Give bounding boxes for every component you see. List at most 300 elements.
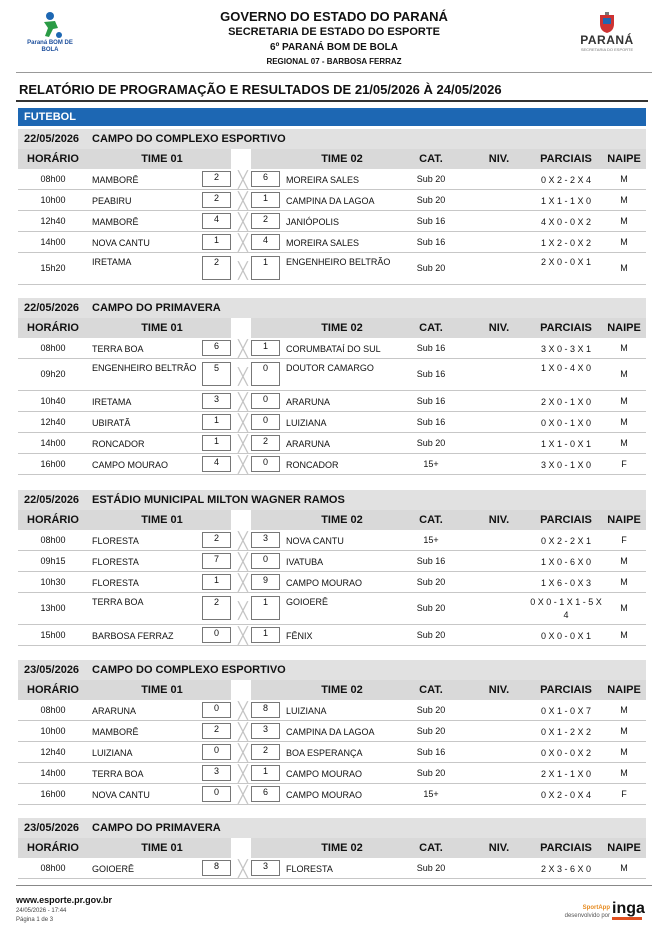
game-row: [18, 742, 646, 763]
game-row: [18, 530, 646, 551]
team-2-score: 3: [251, 532, 280, 548]
team-2-name: RONCADOR: [286, 460, 339, 470]
score-gap: [231, 149, 251, 169]
team-1-name: NOVA CANTU: [92, 790, 150, 800]
category: Sub 20: [416, 263, 446, 273]
team-2-name: MOREIRA SALES: [286, 175, 360, 185]
partial-scores: 4 X 0 - 0 X 2: [540, 217, 592, 227]
team-1-score: 4: [202, 213, 231, 229]
column-header-naipe: NAIPE: [607, 684, 641, 696]
column-header-parciais: PARCIAIS: [540, 322, 592, 334]
team-1-score: 2: [202, 192, 231, 208]
gender: M: [620, 195, 628, 205]
score-gap: [231, 680, 251, 700]
score-gap: [231, 838, 251, 858]
header-line-4: REGIONAL 07 - BARBOSA FERRAZ: [266, 57, 402, 66]
partial-scores: 2 X 1 - 1 X 0: [540, 769, 592, 779]
team-1-score: 2: [202, 723, 231, 739]
game-time: 08h00: [40, 535, 66, 545]
column-header-team2: TIME 02: [321, 842, 363, 854]
team-2-score: 6: [251, 171, 280, 187]
team-2-name: CAMPO MOURAO: [286, 769, 363, 779]
column-header-team2: TIME 02: [321, 153, 363, 165]
category: 15+: [423, 535, 439, 545]
category: Sub 20: [416, 438, 446, 448]
game-time: 14h00: [40, 768, 66, 778]
partial-scores: 3 X 0 - 1 X 0: [540, 460, 592, 470]
partial-scores: 1 X 1 - 0 X 1: [540, 439, 592, 449]
team-1-score: 0: [202, 744, 231, 760]
column-header-team2: TIME 02: [321, 514, 363, 526]
parana-bom-de-bola-logo: [22, 10, 78, 62]
versus-x: ╳: [238, 703, 248, 720]
game-time: 10h00: [40, 726, 66, 736]
right-logo-text: PARANÁ: [580, 33, 634, 47]
game-time: 16h00: [40, 789, 66, 799]
game-row: [18, 253, 646, 285]
team-1-score: 7: [202, 553, 231, 569]
team-2-name: CAMPINA DA LAGOA: [286, 196, 375, 206]
team-2-score: 3: [251, 860, 280, 876]
partial-scores: 0 X 1 - 2 X 2: [540, 727, 592, 737]
game-time: 14h00: [40, 237, 66, 247]
team-2-score: 2: [251, 213, 280, 229]
gender: M: [620, 237, 628, 247]
inga-logo-bar: [612, 917, 642, 920]
score-gap: [231, 318, 251, 338]
category: Sub 16: [416, 237, 446, 247]
venue-header: [18, 129, 646, 149]
versus-x: ╳: [238, 415, 248, 432]
team-1-score: 2: [202, 171, 231, 187]
team-2-name: MOREIRA SALES: [286, 238, 360, 248]
team-1-name: IRETAMA: [92, 257, 132, 267]
right-logo-subtext: SECRETARIA DO ESPORTE: [580, 47, 634, 52]
team-1-name: TERRA BOA: [92, 597, 144, 607]
header-line-1: GOVERNO DO ESTADO DO PARANÁ: [220, 9, 448, 24]
team-1-name: LUIZIANA: [92, 748, 133, 758]
column-header-naipe: NAIPE: [607, 322, 641, 334]
versus-x: ╳: [238, 341, 248, 358]
category: Sub 20: [416, 768, 446, 778]
partial-scores: 3 X 0 - 3 X 1: [540, 344, 592, 354]
team-2-name: CAMPO MOURAO: [286, 578, 363, 588]
team-1-score: 1: [202, 414, 231, 430]
column-header-niv: NIV.: [488, 322, 510, 334]
sport-bar: FUTEBOL: [18, 108, 646, 126]
venue-name: CAMPO DO COMPLEXO ESPORTIVO: [92, 133, 286, 145]
team-1-name: RONCADOR: [92, 439, 145, 449]
team-1-name: TERRA BOA: [92, 344, 144, 354]
gender: M: [620, 174, 628, 184]
team-2-score: 3: [251, 723, 280, 739]
gender: M: [620, 768, 628, 778]
partial-scores: 0 X 0 - 0 X 1: [540, 631, 592, 641]
partial-scores: 1 X 2 - 0 X 2: [540, 238, 592, 248]
column-header-team2: TIME 02: [321, 322, 363, 334]
category: Sub 20: [416, 603, 446, 613]
team-1-name: ARARUNA: [92, 706, 137, 716]
partial-scores: 2 X 0 - 0 X 1: [540, 257, 592, 267]
team-1-name: ENGENHEIRO BELTRÃO: [92, 363, 197, 373]
team-2-score: 0: [251, 553, 280, 569]
title-underline: [16, 100, 648, 102]
game-row: [18, 572, 646, 593]
column-header-cat: CAT.: [419, 514, 443, 526]
category: Sub 16: [416, 396, 446, 406]
venue-block: [18, 660, 646, 805]
category: Sub 16: [416, 747, 446, 757]
team-2-name: IVATUBA: [286, 557, 324, 567]
team-1-score: 1: [202, 234, 231, 250]
versus-x: ╳: [238, 533, 248, 550]
partial-scores: 0 X 0 - 1 X 0: [540, 418, 592, 428]
team-1-name: MAMBORÊ: [92, 175, 139, 185]
venue-block: [18, 298, 646, 475]
gender: M: [620, 577, 628, 587]
category: Sub 16: [416, 417, 446, 427]
game-row: [18, 190, 646, 211]
game-row: [18, 454, 646, 475]
game-row: [18, 412, 646, 433]
team-2-name: LUIZIANA: [286, 418, 327, 428]
game-row: [18, 232, 646, 253]
gender: M: [620, 343, 628, 353]
gender: M: [620, 556, 628, 566]
column-headers: [18, 680, 646, 700]
column-header-time: HORÁRIO: [27, 514, 79, 526]
partial-scores: 0 X 2 - 2 X 1: [540, 536, 592, 546]
game-row: [18, 625, 646, 646]
team-1-name: MAMBORÊ: [92, 217, 139, 227]
team-1-name: GOIOERÊ: [92, 864, 135, 874]
versus-x: ╳: [238, 172, 248, 189]
game-time: 16h00: [40, 459, 66, 469]
gender: M: [620, 263, 628, 273]
category: Sub 16: [416, 216, 446, 226]
game-time: 08h00: [40, 343, 66, 353]
partial-scores: 0 X 0 - 0 X 2: [540, 748, 592, 758]
parana-government-logo: [574, 12, 640, 62]
team-1-name: BARBOSA FERRAZ: [92, 631, 174, 641]
footer-page-number: Página 1 de 3: [16, 917, 54, 923]
team-1-score: 5: [202, 362, 231, 386]
team-2-name: JANIÓPOLIS: [286, 217, 340, 227]
team-1-score: 4: [202, 456, 231, 472]
column-header-team1: TIME 01: [141, 153, 183, 165]
score-gap: [231, 510, 251, 530]
venue-name: CAMPO DO PRIMAVERA: [92, 302, 221, 314]
team-1-score: 1: [202, 435, 231, 451]
versus-x: ╳: [238, 603, 248, 620]
partial-scores: 0 X 1 - 0 X 7: [540, 706, 592, 716]
team-2-name: FLORESTA: [286, 864, 333, 874]
venue-date: 22/05/2026: [24, 494, 80, 506]
gender: F: [621, 459, 627, 469]
column-header-team1: TIME 01: [141, 514, 183, 526]
column-header-team1: TIME 01: [141, 322, 183, 334]
column-header-naipe: NAIPE: [607, 514, 641, 526]
document-header: [0, 0, 668, 72]
category: Sub 20: [416, 863, 446, 873]
game-time: 15h20: [40, 263, 66, 273]
team-1-name: PEABIRU: [92, 196, 132, 206]
versus-x: ╳: [238, 628, 248, 645]
team-2-score: 6: [251, 786, 280, 802]
footer-printed-date: 24/05/2026 - 17:44: [16, 908, 67, 914]
game-row: [18, 391, 646, 412]
column-header-parciais: PARCIAIS: [540, 684, 592, 696]
game-row: [18, 338, 646, 359]
category: Sub 20: [416, 195, 446, 205]
versus-x: ╳: [238, 369, 248, 386]
gender: M: [620, 369, 628, 379]
sportapp-label: SportApp: [582, 905, 610, 911]
footer-website: www.esporte.pr.gov.br: [16, 895, 113, 905]
game-time: 15h00: [40, 630, 66, 640]
team-2-name: CAMPO MOURAO: [286, 790, 363, 800]
team-1-score: 1: [202, 574, 231, 590]
team-1-score: 0: [202, 786, 231, 802]
category: Sub 16: [416, 556, 446, 566]
column-header-niv: NIV.: [488, 514, 510, 526]
team-2-score: 4: [251, 234, 280, 250]
column-header-parciais: PARCIAIS: [540, 153, 592, 165]
partial-scores: 1 X 0 - 4 X 0: [540, 363, 592, 373]
team-1-score: 8: [202, 860, 231, 876]
soccer-player-icon: [35, 10, 65, 40]
category: Sub 20: [416, 705, 446, 715]
venue-date: 22/05/2026: [24, 133, 80, 145]
versus-x: ╳: [238, 745, 248, 762]
team-2-name: BOA ESPERANÇA: [286, 748, 363, 758]
gender: F: [621, 535, 627, 545]
venue-date: 23/05/2026: [24, 822, 80, 834]
team-1-score: 6: [202, 340, 231, 356]
team-1-score: 3: [202, 765, 231, 781]
column-header-cat: CAT.: [419, 684, 443, 696]
team-2-name: NOVA CANTU: [286, 536, 344, 546]
column-headers: [18, 149, 646, 169]
game-row: [18, 551, 646, 572]
category: 15+: [423, 459, 439, 469]
gender: M: [620, 417, 628, 427]
team-2-score: 8: [251, 702, 280, 718]
team-2-score: 1: [251, 765, 280, 781]
column-header-naipe: NAIPE: [607, 153, 641, 165]
versus-x: ╳: [238, 214, 248, 231]
column-header-parciais: PARCIAIS: [540, 514, 592, 526]
gender: M: [620, 603, 628, 613]
team-1-score: 2: [202, 596, 231, 620]
column-header-time: HORÁRIO: [27, 684, 79, 696]
category: Sub 16: [416, 343, 446, 353]
versus-x: ╳: [238, 457, 248, 474]
team-2-score: 2: [251, 435, 280, 451]
game-row: [18, 763, 646, 784]
team-1-name: FLORESTA: [92, 557, 139, 567]
category: Sub 20: [416, 174, 446, 184]
column-header-cat: CAT.: [419, 153, 443, 165]
gender: M: [620, 396, 628, 406]
venue-header: [18, 490, 646, 510]
versus-x: ╳: [238, 724, 248, 741]
game-time: 09h15: [40, 556, 66, 566]
column-header-cat: CAT.: [419, 322, 443, 334]
game-row: [18, 359, 646, 391]
venue-name: CAMPO DO COMPLEXO ESPORTIVO: [92, 664, 286, 676]
coat-of-arms-icon: [596, 12, 618, 34]
team-1-name: TERRA BOA: [92, 769, 144, 779]
partial-scores: 1 X 6 - 0 X 3: [540, 578, 592, 588]
column-header-team1: TIME 01: [141, 842, 183, 854]
team-1-name: FLORESTA: [92, 578, 139, 588]
game-time: 08h00: [40, 174, 66, 184]
versus-x: ╳: [238, 554, 248, 571]
team-2-score: 1: [251, 256, 280, 280]
footer-developer-credit: [556, 904, 610, 920]
left-logo-text: Paraná BOM DE BOLA: [27, 40, 73, 53]
venue-header: [18, 660, 646, 680]
column-header-naipe: NAIPE: [607, 842, 641, 854]
team-2-score: 1: [251, 340, 280, 356]
partial-scores: 0 X 2 - 0 X 4: [540, 790, 592, 800]
team-2-name: CORUMBATAÍ DO SUL: [286, 344, 381, 354]
game-time: 12h40: [40, 417, 66, 427]
team-2-name: ARARUNA: [286, 439, 331, 449]
team-2-name: DOUTOR CAMARGO: [286, 363, 374, 373]
team-2-score: 1: [251, 596, 280, 620]
versus-x: ╳: [238, 394, 248, 411]
developed-by-label: desenvolvido por: [564, 913, 610, 919]
header-line-3: 6º PARANÁ BOM DE BOLA: [270, 42, 398, 53]
gender: M: [620, 438, 628, 448]
team-1-score: 2: [202, 256, 231, 280]
category: 15+: [423, 789, 439, 799]
game-row: [18, 169, 646, 190]
column-headers: [18, 510, 646, 530]
category: Sub 16: [416, 369, 446, 379]
venue-date: 22/05/2026: [24, 302, 80, 314]
game-time: 12h40: [40, 216, 66, 226]
column-header-niv: NIV.: [488, 684, 510, 696]
team-1-name: UBIRATÃ: [92, 418, 131, 428]
header-line-2: SECRETARIA DE ESTADO DO ESPORTE: [228, 26, 440, 38]
column-header-time: HORÁRIO: [27, 322, 79, 334]
partial-scores: 2 X 3 - 6 X 0: [540, 864, 592, 874]
versus-x: ╳: [238, 787, 248, 804]
venue-block: [18, 490, 646, 646]
team-2-name: CAMPINA DA LAGOA: [286, 727, 375, 737]
venue-header: [18, 298, 646, 318]
gender: M: [620, 216, 628, 226]
column-header-cat: CAT.: [419, 842, 443, 854]
team-2-score: 9: [251, 574, 280, 590]
venue-block: [18, 818, 646, 879]
versus-x: ╳: [238, 575, 248, 592]
column-headers: [18, 838, 646, 858]
column-header-time: HORÁRIO: [27, 842, 79, 854]
team-1-name: CAMPO MOURAO: [92, 460, 169, 470]
versus-x: ╳: [238, 193, 248, 210]
header-divider: [16, 72, 652, 73]
versus-x: ╳: [238, 263, 248, 280]
team-2-score: 1: [251, 627, 280, 643]
team-2-score: 0: [251, 414, 280, 430]
game-row: [18, 593, 646, 625]
category: Sub 20: [416, 577, 446, 587]
game-time: 09h20: [40, 369, 66, 379]
gender: M: [620, 863, 628, 873]
venue-block: [18, 129, 646, 285]
partial-scores: 1 X 0 - 6 X 0: [540, 557, 592, 567]
team-2-score: 2: [251, 744, 280, 760]
column-header-team1: TIME 01: [141, 684, 183, 696]
game-time: 10h00: [40, 195, 66, 205]
column-header-niv: NIV.: [488, 842, 510, 854]
partial-scores: 2 X 0 - 1 X 0: [540, 397, 592, 407]
game-row: [18, 721, 646, 742]
footer-divider: [16, 885, 652, 886]
game-time: 14h00: [40, 438, 66, 448]
team-2-score: 1: [251, 192, 280, 208]
team-2-name: FÊNIX: [286, 631, 313, 641]
report-title: RELATÓRIO DE PROGRAMAÇÃO E RESULTADOS DE 21/05/2026 À 24/05/2026: [19, 82, 502, 97]
category: Sub 20: [416, 726, 446, 736]
gender: M: [620, 705, 628, 715]
inga-logo-text: inga: [612, 900, 645, 917]
team-1-score: 0: [202, 627, 231, 643]
team-2-name: GOIOERÊ: [286, 597, 329, 607]
column-header-parciais: PARCIAIS: [540, 842, 592, 854]
team-1-name: FLORESTA: [92, 536, 139, 546]
team-2-score: 0: [251, 456, 280, 472]
gender: M: [620, 630, 628, 640]
gender: F: [621, 789, 627, 799]
column-headers: [18, 318, 646, 338]
gender: M: [620, 726, 628, 736]
versus-x: ╳: [238, 861, 248, 878]
partial-scores: 0 X 2 - 2 X 4: [540, 175, 592, 185]
game-row: [18, 433, 646, 454]
game-time: 12h40: [40, 747, 66, 757]
team-1-score: 3: [202, 393, 231, 409]
team-2-name: ARARUNA: [286, 397, 331, 407]
venue-name: ESTÁDIO MUNICIPAL MILTON WAGNER RAMOS: [92, 494, 345, 506]
team-2-name: ENGENHEIRO BELTRÃO: [286, 257, 391, 267]
partial-scores: 0 X 0 - 1 X 1 - 5 X 4: [530, 597, 602, 620]
gender: M: [620, 747, 628, 757]
venue-date: 23/05/2026: [24, 664, 80, 676]
partial-scores: 1 X 1 - 1 X 0: [540, 196, 592, 206]
venue-name: CAMPO DO PRIMAVERA: [92, 822, 221, 834]
column-header-niv: NIV.: [488, 153, 510, 165]
game-time: 10h30: [40, 577, 66, 587]
versus-x: ╳: [238, 235, 248, 252]
game-time: 08h00: [40, 863, 66, 873]
category: Sub 20: [416, 630, 446, 640]
versus-x: ╳: [238, 766, 248, 783]
inga-logo: [612, 900, 645, 920]
venue-header: [18, 818, 646, 838]
versus-x: ╳: [238, 436, 248, 453]
game-row: [18, 211, 646, 232]
column-header-team2: TIME 02: [321, 684, 363, 696]
game-row: [18, 784, 646, 805]
column-header-time: HORÁRIO: [27, 153, 79, 165]
game-time: 08h00: [40, 705, 66, 715]
team-1-name: IRETAMA: [92, 397, 132, 407]
